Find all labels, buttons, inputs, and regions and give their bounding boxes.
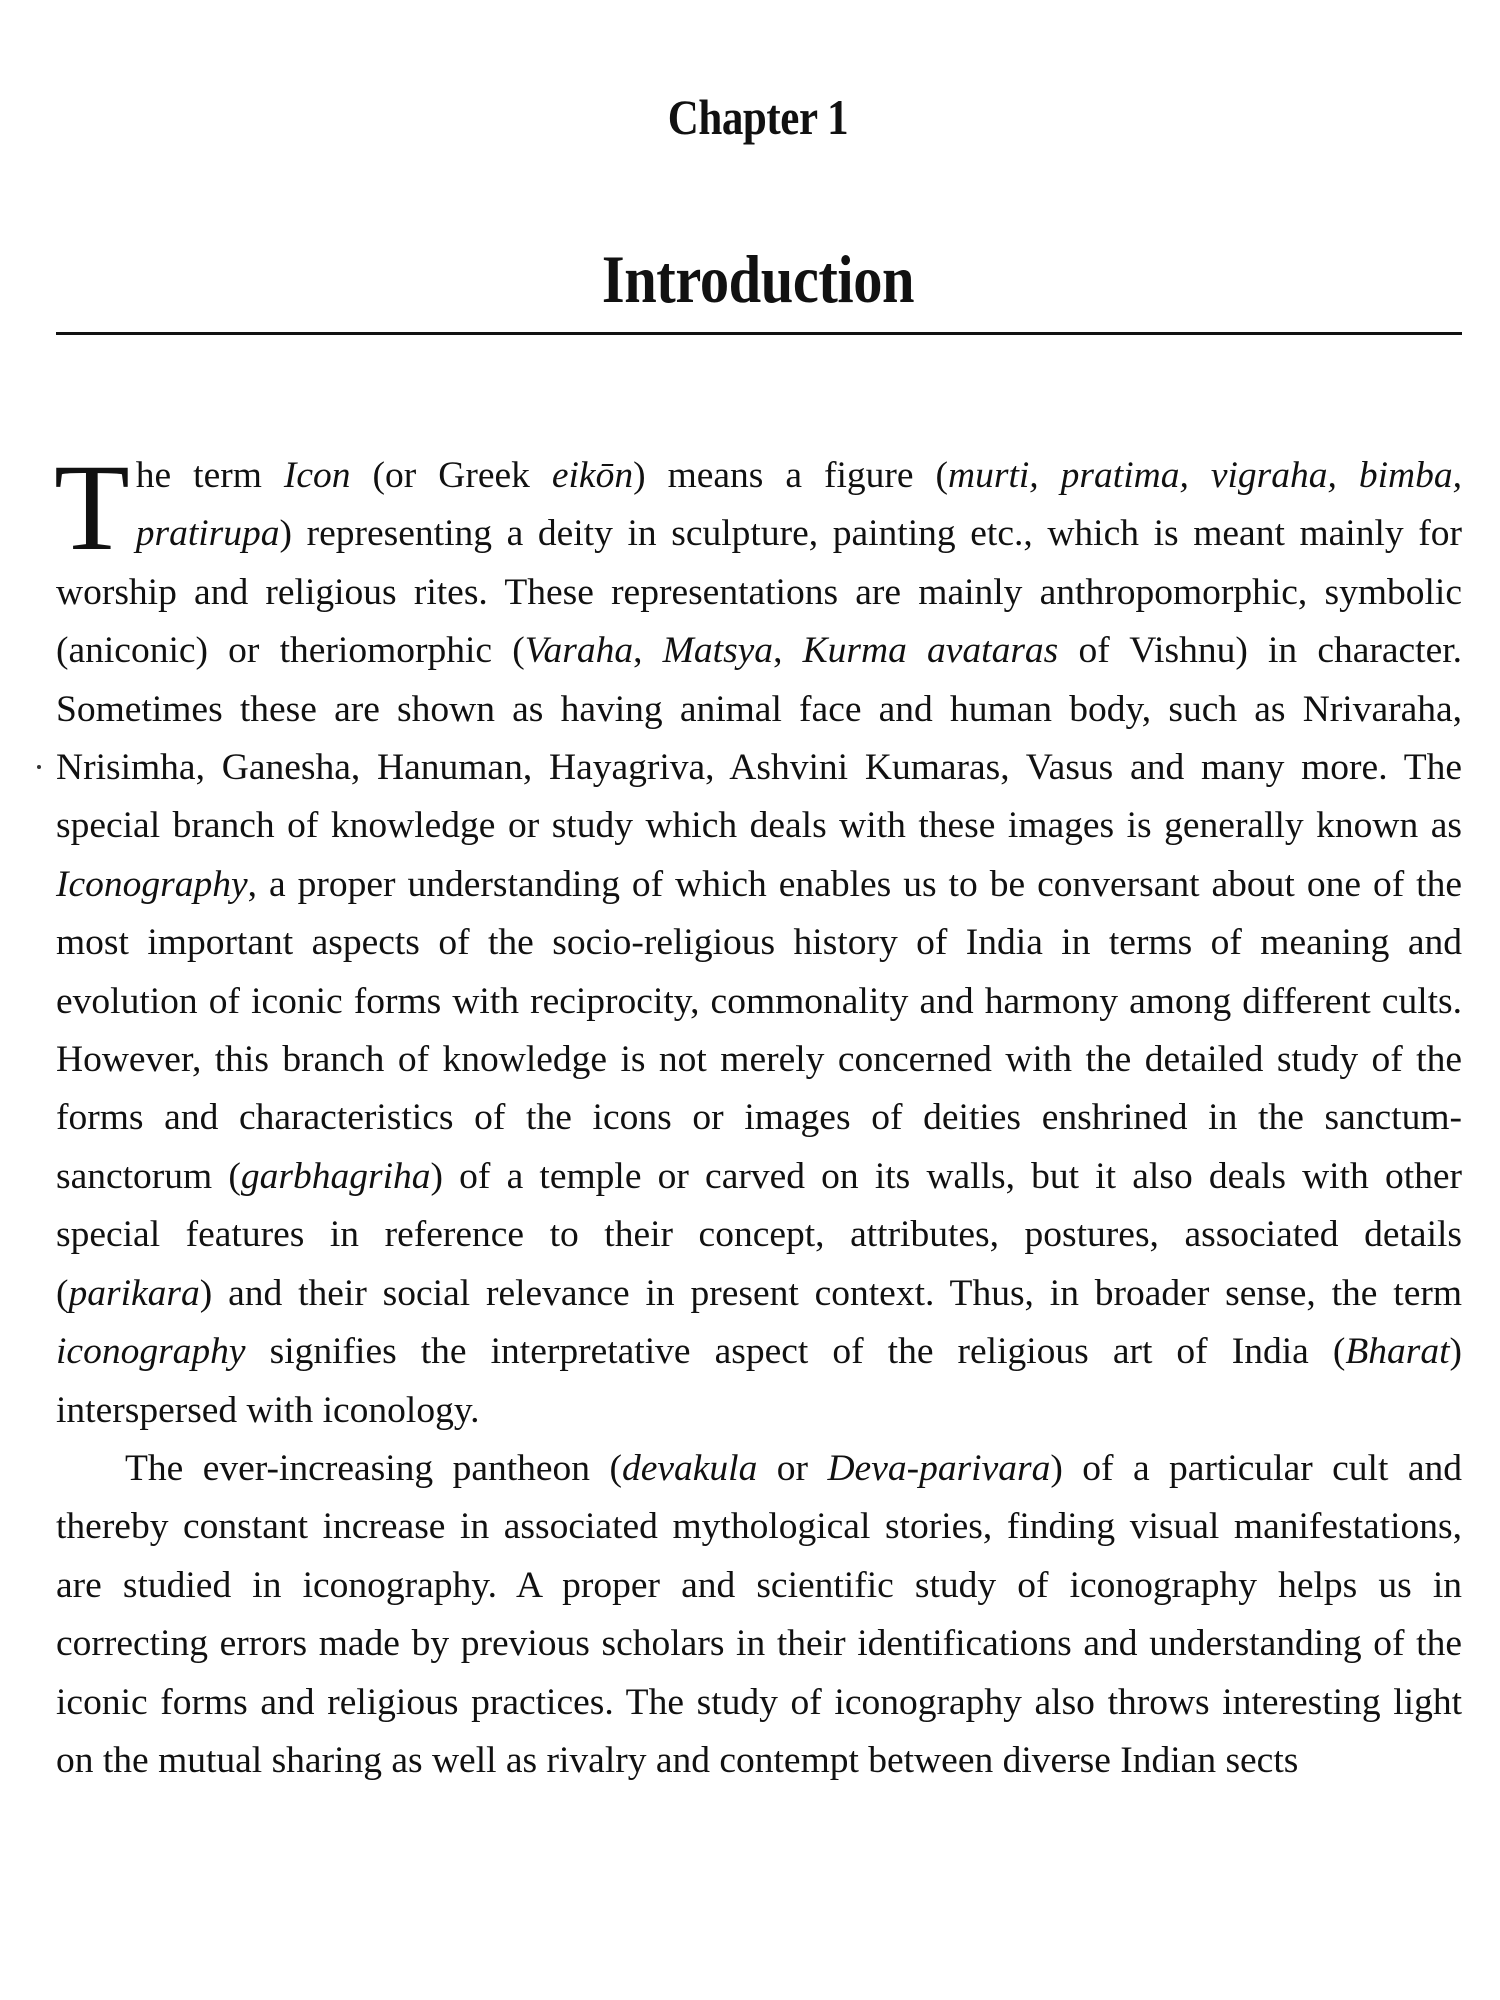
text-run: ) of a particular cult and thereby constant increase in associated mythological stories, finding visual manifestations, are studied in iconography. A proper and scientific study of iconography helps us in correcting errors made by previous scholars in their identifications and understanding of the iconic forms and religious practices. The study of iconography also throws interesting light on the mutual sharing as well as rivalry and contempt between diverse Indian sects xyxy=(56,1447,1462,1781)
text-run: , a proper understanding of which enables us to be conversant about one of the most important aspects of the socio-religious history of India in terms of meaning and evolution of iconic forms with reciprocity, commonality and harmony among different cults. However, this branch of knowledge is not merely concerned with the detailed study of the forms and characteristics of the icons or images of deities enshrined in the sanctum-sanctorum ( xyxy=(56,863,1462,1197)
italic-term: Icon xyxy=(283,455,351,496)
paragraph-1 xyxy=(54,439,1463,1440)
text-run: (or Greek xyxy=(350,455,552,496)
paragraph-2 xyxy=(56,1440,1462,1790)
text-run: ) representing a deity in sculpture, painting etc., which is meant mainly for worship and religious rites. These representations are mainly anthropomorphic, symbolic (aniconic) or theriomorphic ( xyxy=(56,513,1462,672)
italic-term: Matsya xyxy=(662,630,774,672)
title-divider xyxy=(56,332,1462,335)
text-run: ) and their social relevance in present context. Thus, in broader sense, the term xyxy=(199,1272,1462,1314)
italic-term: garbhagriha xyxy=(240,1155,431,1197)
text-run: or xyxy=(757,1447,828,1489)
italic-term: Bharat xyxy=(1345,1331,1450,1373)
drop-cap: T xyxy=(54,439,130,576)
chapter-number: Chapter 1 xyxy=(667,89,849,145)
text-run: of Vishnu) in character. Sometimes these are shown as having animal face and human body, such as Nrivaraha, Nrisimha, Ganesha, Hanuman, Hayagriva, Ashvini Kumaras, Vasus and many more. The special branch of knowledge or study which deals with these images is generally known as xyxy=(56,630,1463,847)
text-run: ) means a figure ( xyxy=(633,455,949,496)
text-run: he term xyxy=(135,455,284,496)
text-run: , xyxy=(633,630,663,672)
text-run: The ever-increasing pantheon ( xyxy=(125,1447,622,1489)
text-run: signifies the interpretative aspect of the religious art of India ( xyxy=(245,1331,1346,1373)
italic-term: devakula xyxy=(621,1447,758,1489)
text-run: , xyxy=(773,630,803,672)
text-run: ) interspersed with iconology. xyxy=(56,1331,1462,1431)
italic-term: iconography xyxy=(56,1331,246,1373)
italic-term: Varaha xyxy=(524,630,634,672)
italic-term: murti, pratima, vigraha, bimba, pratirupa xyxy=(135,455,1462,555)
body-text xyxy=(54,439,1463,1790)
italic-term: eikōn xyxy=(551,455,634,496)
italic-term: Iconography xyxy=(56,863,248,905)
margin-speck xyxy=(37,765,41,769)
italic-term: parikara xyxy=(68,1272,200,1314)
chapter-title: Introduction xyxy=(601,241,915,317)
text-run: ) of a temple or carved on its walls, but it also deals with other special features in reference to their concept, attributes, postures, associated details ( xyxy=(56,1155,1463,1314)
italic-term: Kurma avataras xyxy=(802,630,1059,672)
italic-term: Deva-parivara xyxy=(827,1447,1051,1489)
